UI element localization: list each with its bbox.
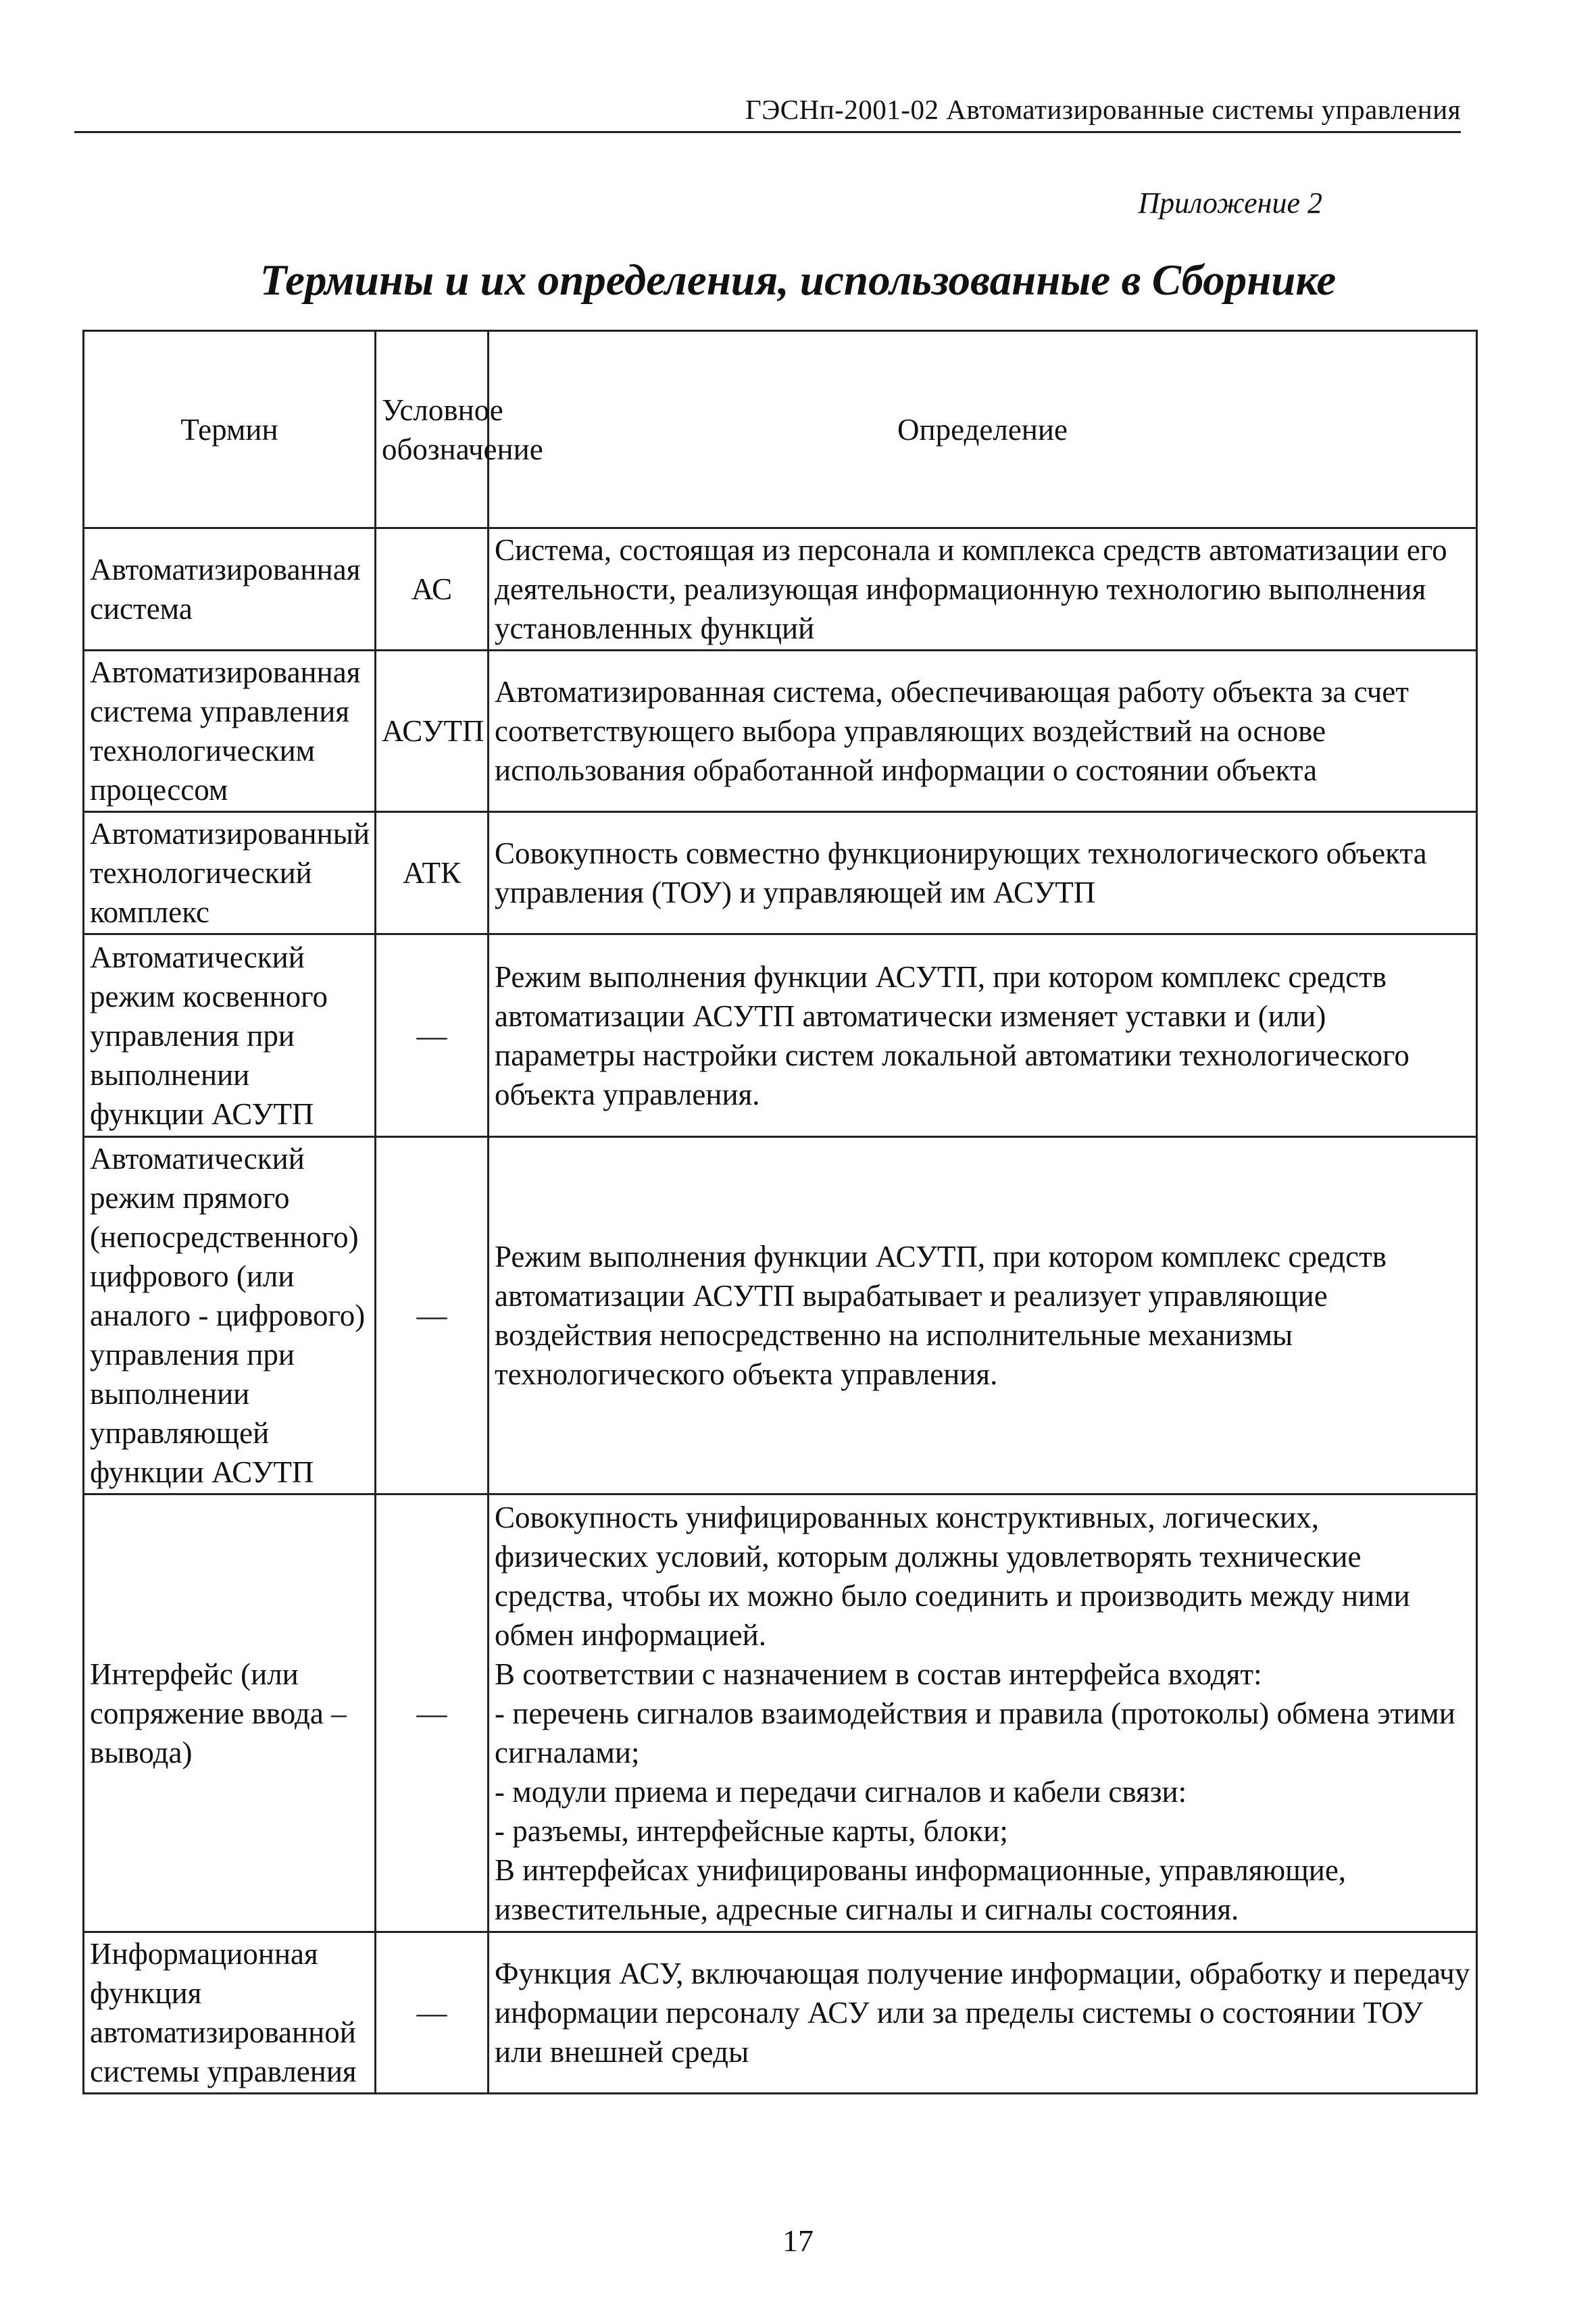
definition-text: Режим выполнения функции АСУТП, при котором комплекс средств автоматизации АСУТП вырабатывает и реализует управляющие воздействия непосредственно на исполнительные механизмы технологического объекта управления. xyxy=(495,1240,1387,1391)
definition-list-item: - разъемы, интерфейсные карты, блоки; xyxy=(495,1813,1008,1848)
definition-cell xyxy=(489,1932,1477,2094)
table-row xyxy=(84,1932,1477,2094)
table-row xyxy=(84,934,1477,1137)
definition-text: Режим выполнения функции АСУТП, при котором комплекс средств автоматизации АСУТП автоматически изменяет уставки и (или) параметры настройки систем локальной автоматики технологического объекта управления. xyxy=(495,959,1410,1111)
table-row xyxy=(84,1494,1477,1932)
definition-text: Совокупность унифицированных конструктивных, логических, физических условий, которым должны удовлетворять технические средства, чтобы их можно было соединить и производить между ними обмен информацией. xyxy=(495,1500,1410,1652)
definition-cell xyxy=(489,528,1477,651)
header-abbr: Условное обозначение xyxy=(376,331,489,528)
page-number: 17 xyxy=(782,2223,814,2258)
header-term: Термин xyxy=(84,331,376,528)
appendix-label: Приложение 2 xyxy=(1138,186,1322,220)
term-cell: Автоматический режим косвенного управления при выполнении функции АСУТП xyxy=(84,934,376,1137)
table-row xyxy=(84,812,1477,934)
definition-cell xyxy=(489,934,1477,1137)
abbr-cell: — xyxy=(376,1137,489,1494)
abbr-cell: АТК xyxy=(376,812,489,934)
definition-cell xyxy=(489,812,1477,934)
definition-cell xyxy=(489,1494,1477,1932)
table-row xyxy=(84,1137,1477,1494)
definition-text: Система, состоящая из персонала и комплекса средств автоматизации его деятельности, реализующая информационную технологию выполнения установленных функций xyxy=(495,533,1447,645)
abbr-cell: АС xyxy=(376,528,489,651)
running-head: ГЭСНп-2001-02 Автоматизированные системы управления xyxy=(74,93,1461,133)
table-row xyxy=(84,528,1477,651)
abbr-cell: — xyxy=(376,1932,489,2094)
terms-body xyxy=(84,528,1477,2094)
definition-text: В интерфейсах унифицированы информационные, управляющие, известительные, адресные сигналы и сигналы состояния. xyxy=(495,1853,1347,1926)
term-cell: Информационная функция автоматизированной системы управления xyxy=(84,1932,376,2094)
definition-text: Совокупность совместно функционирующих технологического объекта управления (ТОУ) и управляющей им АСУТП xyxy=(495,836,1427,909)
definition-list-item: - перечень сигналов взаимодействия и правила (протоколы) обмена этими сигналами; xyxy=(495,1696,1455,1769)
terms-table xyxy=(82,330,1478,2094)
term-cell: Автоматизированная система xyxy=(84,528,376,651)
definition-cell xyxy=(489,1137,1477,1494)
abbr-cell: АСУТП xyxy=(376,651,489,812)
term-cell: Автоматизированная система управления технологическим процессом xyxy=(84,651,376,812)
definition-text: Автоматизированная система, обеспечивающая работу объекта за счет соответствующего выбора управляющих воздействий на основе использования обработанной информации о состоянии объекта xyxy=(495,675,1409,787)
term-cell: Автоматический режим прямого (непосредственного) цифрового (или аналого - цифрового) управления при выполнении управляющей функции АСУТП xyxy=(84,1137,376,1494)
definition-text: Функция АСУ, включающая получение информации, обработку и передачу информации персоналу АСУ или за пределы системы о состоянии ТОУ или внешней среды xyxy=(495,1957,1470,2069)
page-title: Термины и их определения, использованные в Сборнике xyxy=(259,256,1337,305)
table-row xyxy=(84,651,1477,812)
abbr-cell: — xyxy=(376,1494,489,1932)
term-cell: Интерфейс (или сопряжение ввода – вывода) xyxy=(84,1494,376,1932)
abbr-cell: — xyxy=(376,934,489,1137)
header-definition: Определение xyxy=(489,331,1477,528)
definition-text: В соответствии с назначением в состав интерфейса входят: xyxy=(495,1657,1262,1691)
definition-list-item: - модули приема и передачи сигналов и кабели связи: xyxy=(495,1774,1187,1809)
definition-cell xyxy=(489,651,1477,812)
term-cell: Автоматизированный технологический комплекс xyxy=(84,812,376,934)
